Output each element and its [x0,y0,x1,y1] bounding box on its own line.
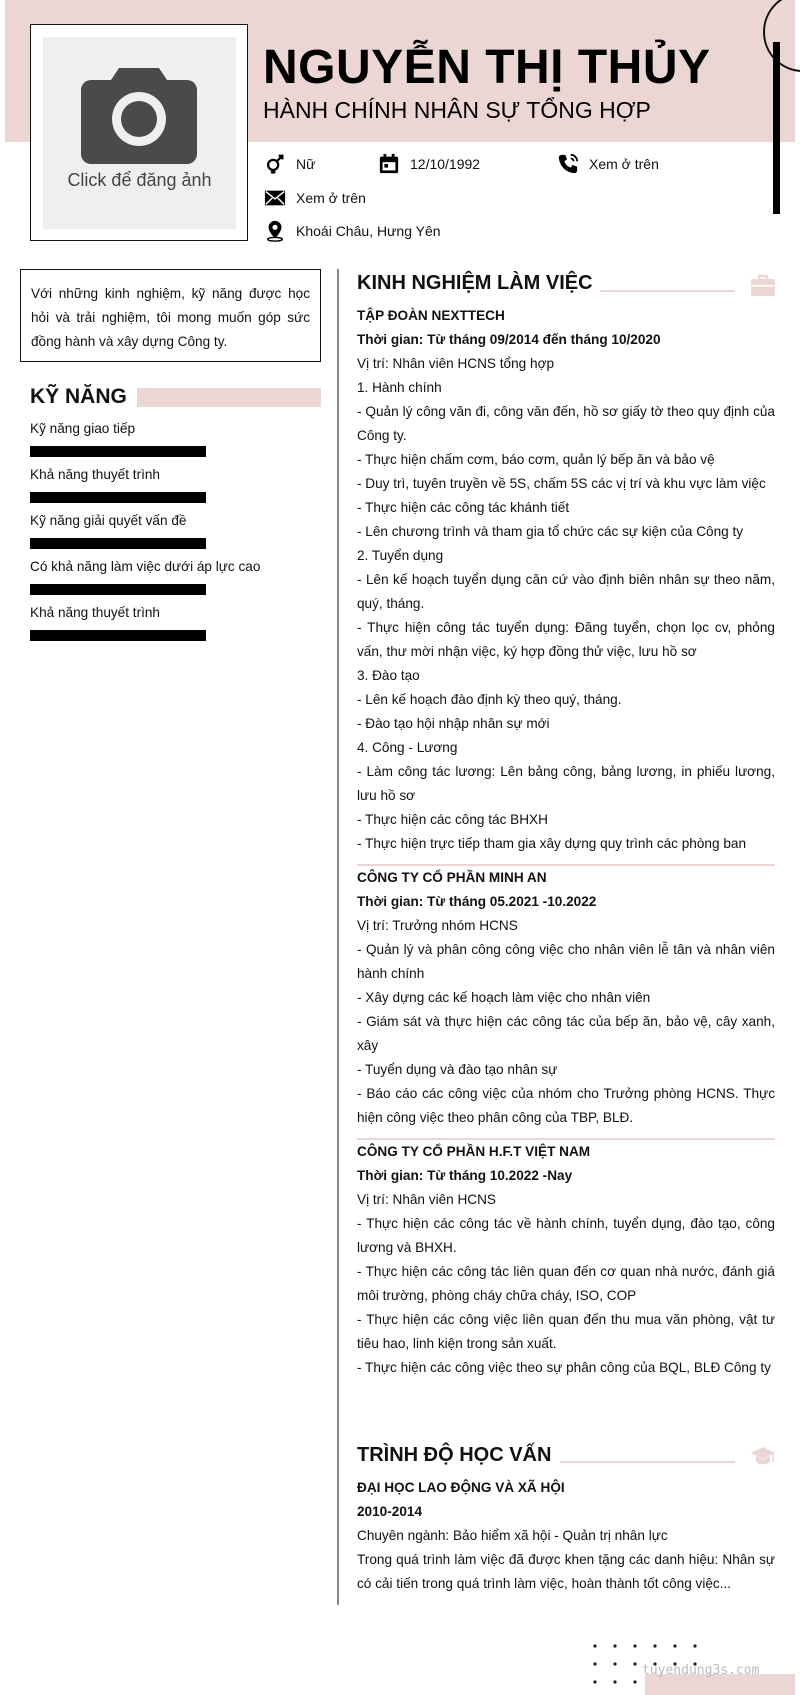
job-position: Vị trí: Nhân viên HCNS tổng hợp [357,356,555,371]
email-value: Xem ở trên [296,190,366,206]
skill-level-bar [30,538,206,549]
location-pin-icon [264,220,286,242]
decorative-vertical-bar [773,42,780,214]
job-detail: - Báo cáo các công việc của nhóm cho Trưởng phòng HCNS. Thực hiện công việc theo phân công của TBP, BLĐ. [357,1086,775,1125]
skill-label: Kỹ năng giải quyết vấn đề [30,513,187,528]
watermark: tuyendung3s.com [642,1663,760,1678]
education-years: 2010-2014 [357,1504,423,1519]
job-detail: - Thực hiện các công tác về hành chính, tuyển dụng, đào tạo, công lương và BHXH. [357,1216,775,1255]
candidate-name: NGUYỄN THỊ THỦY [263,41,711,94]
skill-label: Có khả năng làm việc dưới áp lực cao [30,559,261,574]
gender-icon [264,153,286,175]
address-value: Khoái Châu, Hưng Yên [296,223,441,239]
education-major: Chuyên ngành: Bảo hiểm xã hội - Quản trị nhân lực [357,1528,668,1543]
job-detail: - Quản lý và phân công công việc cho nhân viên lễ tân và nhân viên hành chính [357,942,775,981]
job-period: Thời gian: Từ tháng 05.2021 -10.2022 [357,894,597,909]
briefcase-icon [750,273,776,297]
job-detail: - Lên chương trình và tham gia tổ chức các sự kiện của Công ty [357,524,744,539]
company-name: CÔNG TY CỔ PHẦN MINH AN [357,870,547,885]
company-name: TẬP ĐOÀN NEXTTECH [357,308,505,323]
job-detail: - Giám sát và thực hiện các công tác của bếp ăn, bảo vệ, cây xanh, xây [357,1014,775,1053]
column-divider [337,269,339,1605]
job-detail: - Lên kế hoạch tuyển dụng căn cứ vào định biên nhân sự theo năm, quý, tháng. [357,572,775,611]
experience-title: KINH NGHIỆM LÀM VIỆC [357,272,593,294]
skills-title: KỸ NĂNG [30,385,127,408]
job-detail: - Thực hiện công tác tuyển dụng: Đăng tuyển, chọn lọc cv, phỏng vấn, thư mời nhận việc, ký hợp đồng thử việc, lưu hồ sơ [357,620,775,659]
candidate-role: HÀNH CHÍNH NHÂN SỰ TỔNG HỢP [263,97,651,123]
career-objective: Với những kinh nghiệm, kỹ năng được học hỏi và trải nghiệm, tôi mong muốn góp sức đồng hành và xây dựng Công ty. [20,269,321,362]
job-detail: - Thực hiện các công việc theo sự phân công của BQL, BLĐ Công ty [357,1360,771,1375]
phone-icon [557,153,579,175]
job-detail: - Quản lý công văn đi, công văn đến, hồ sơ giấy tờ theo quy định của Công ty. [357,404,775,443]
job-detail: 3. Đào tạo [357,668,420,683]
job-detail: - Thực hiện các công tác khánh tiết [357,500,570,515]
camera-icon [81,64,197,164]
education-item [357,1476,775,1596]
job-position: Vị trí: Trưởng nhóm HCNS [357,918,518,933]
skills-title-accent [137,388,321,407]
experience-item [357,1140,775,1380]
email-info [264,187,366,209]
birthdate-value: 12/10/1992 [410,156,481,172]
job-detail: 2. Tuyển dụng [357,548,444,563]
job-period: Thời gian: Từ tháng 09/2014 đến tháng 10/2020 [357,332,661,347]
job-detail: - Làm công tác lương: Lên bảng công, bảng lương, in phiếu lương, lưu hồ sơ [357,764,775,803]
job-detail: - Đào tạo hội nhập nhân sự mới [357,716,550,731]
skill-label: Khả năng thuyết trình [30,467,160,482]
phone-info [557,153,659,175]
job-detail: - Lên kế hoạch đào định kỳ theo quý, tháng. [357,692,622,707]
phone-value: Xem ở trên [589,156,659,172]
photo-upload-label[interactable]: Click để đăng ảnh [67,170,212,190]
job-detail: - Thực hiện các công việc liên quan đến thu mua văn phòng, vật tư tiêu hao, linh kiện trong sản xuất. [357,1312,775,1351]
photo-upload[interactable] [30,24,248,241]
job-detail: - Thực hiện chấm cơm, báo cơm, quản lý bếp ăn và bảo vệ [357,452,715,467]
job-detail: - Tuyển dụng và đào tạo nhân sự [357,1062,558,1077]
gender-info [264,153,315,175]
job-position: Vị trí: Nhân viên HCNS [357,1192,497,1207]
graduation-cap-icon [750,1444,776,1468]
gender-value: Nữ [296,156,316,172]
job-detail: - Thực hiện trực tiếp tham gia xây dựng quy trình các phòng ban [357,836,747,851]
job-detail: - Thực hiện các công tác liên quan đến cơ quan nhà nước, đánh giá môi trường, phòng cháy chữa cháy, ISO, COP [357,1264,775,1303]
education-title: TRÌNH ĐỘ HỌC VẤN [357,1444,552,1466]
skill-label: Kỹ năng giao tiếp [30,421,136,436]
school-name: ĐẠI HỌC LAO ĐỘNG VÀ XÃ HỘI [357,1480,565,1495]
experience-title-line [600,290,735,292]
job-detail: 4. Công - Lương [357,740,458,755]
address-info [264,220,441,242]
envelope-icon [264,187,286,209]
birthdate-info [378,153,480,175]
skill-level-bar [30,630,206,641]
photo-placeholder[interactable] [43,37,236,229]
experience-item [357,304,775,856]
experience-item [357,866,775,1130]
calendar-icon [378,153,400,175]
skill-level-bar [30,492,206,503]
skill-label: Khả năng thuyết trình [30,605,160,620]
skill-level-bar [30,584,206,595]
job-detail: - Xây dựng các kế hoạch làm việc cho nhân viên [357,990,651,1005]
job-detail: - Duy trì, tuyên truyền về 5S, chấm 5S các vị trí và khu vực làm việc [357,476,766,491]
company-name: CÔNG TY CỔ PHẦN H.F.T VIỆT NAM [357,1144,591,1159]
job-period: Thời gian: Từ tháng 10.2022 -Nay [357,1168,573,1183]
education-title-line [560,1461,735,1463]
job-detail: - Thực hiện các công tác BHXH [357,812,548,827]
job-detail: 1. Hành chính [357,380,442,395]
education-note: Trong quá trình làm việc đã được khen tặng các danh hiệu: Nhân sự có cải tiến trong quá trình làm việc, hoàn thành tốt công việc... [357,1552,775,1591]
skill-level-bar [30,446,206,457]
